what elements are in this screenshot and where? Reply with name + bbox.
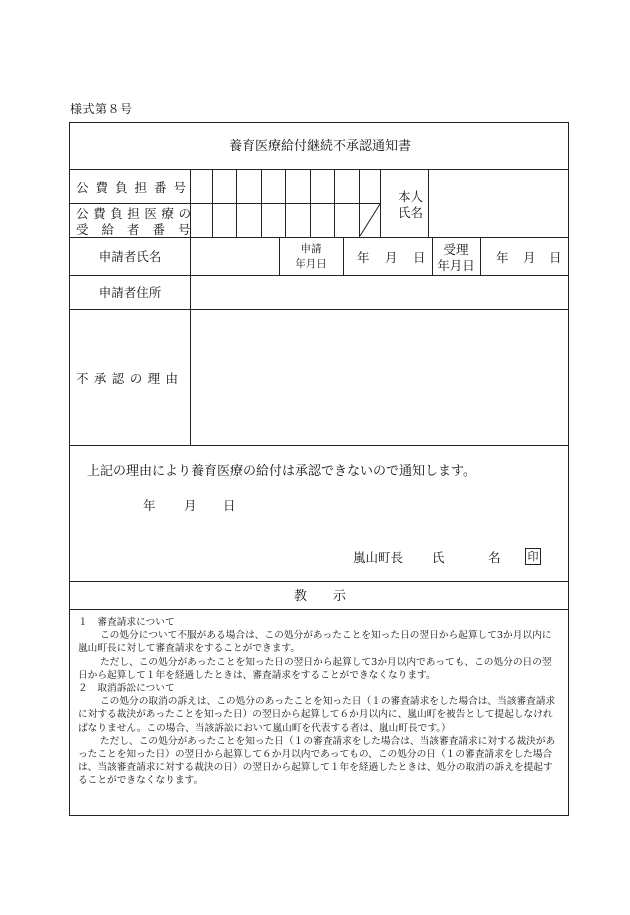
divider xyxy=(343,237,344,275)
instructions-body xyxy=(78,616,558,788)
notice-statement: 上記の理由により養育医療の給付は承認できないので通知します。 xyxy=(87,464,476,479)
applicant-name-label: 申請者氏名 xyxy=(98,249,162,264)
instructions-heading: 教 示 xyxy=(293,589,346,604)
divider xyxy=(70,581,568,582)
divider xyxy=(334,169,335,237)
section1-heading: １ 審査請求について xyxy=(78,617,175,628)
application-date-month: 月 xyxy=(385,250,398,265)
divider xyxy=(70,275,568,276)
recipient-number-label-line2: 受給者番号 xyxy=(76,222,204,237)
divider xyxy=(70,609,568,610)
person-name-label-line2: 氏名 xyxy=(398,205,424,220)
section2-heading: ２ 取消訴訟について xyxy=(78,683,175,695)
divider xyxy=(261,169,262,237)
recipient-number-label-line1: 公費負担医療の xyxy=(76,206,196,221)
section1-paragraph2: ただし、この処分があったことを知った日の翌日から起算して3か月以内であっても、この処分の日の翌日から起算して１年を経過したときは、審査請求をすることができなくなります。 xyxy=(78,656,552,681)
application-date-label-line1: 申請 xyxy=(300,243,322,255)
notice-date-year: 年 xyxy=(143,498,156,513)
mayor-name-label-1: 氏 xyxy=(432,550,445,565)
receipt-date-year: 年 xyxy=(496,250,509,265)
receipt-date-month: 月 xyxy=(523,250,536,265)
application-date-day: 日 xyxy=(413,250,426,265)
seal-mark: 印 xyxy=(525,548,541,565)
person-name-label-line1: 本人 xyxy=(398,189,424,204)
form-title: 養育医療給付継続不承認通知書 xyxy=(228,139,411,154)
divider xyxy=(70,237,568,238)
divider xyxy=(236,169,237,237)
divider xyxy=(480,237,481,275)
receipt-date-label-line1: 受理 xyxy=(443,242,469,257)
divider xyxy=(70,169,568,170)
receipt-date-label-line2: 年月日 xyxy=(437,258,475,273)
divider xyxy=(310,169,311,237)
notice-date-day: 日 xyxy=(223,498,236,513)
form-number: 様式第８号 xyxy=(70,102,133,116)
notice-form xyxy=(69,122,569,816)
section2-paragraph1: この処分の取消の訴えは、この処分のあったことを知った日（１の審査請求をした場合は、当該審査請求に対する裁決があったことを知った日）の翌日から起算して６か月以内に、嵐山町を被告として提起しなければなりません。この場合、当該訴訟において嵐山町を代表する者は、嵐山町長です。） xyxy=(78,696,556,734)
receipt-date-day: 日 xyxy=(549,250,562,265)
divider xyxy=(428,169,429,237)
application-date-label-line2: 年月日 xyxy=(295,258,327,270)
divider xyxy=(70,445,568,446)
mayor-title: 嵐山町長 xyxy=(353,550,404,565)
section1-paragraph1: この処分について不服がある場合は、この処分があったことを知った日の翌日から起算して3か月以内に嵐山町長に対して審査請求をすることができます。 xyxy=(78,630,552,655)
section2-paragraph2: ただし、この処分があったことを知った日（１の審査請求をした場合は、当該審査請求に対する裁決があったことを知った日）の翌日から起算して６か月以内であってもの、この処分の日（１の審査請求をした場合は、当該審査請求に対する裁決の日）の翌日から起算して１年を経過したときは、処分の取消の訴えを提起することができなくなります。 xyxy=(78,735,556,787)
reason-label: 不承認の理由 xyxy=(76,371,184,386)
notice-date-month: 月 xyxy=(184,498,197,513)
divider xyxy=(70,309,568,310)
divider xyxy=(285,169,286,237)
application-date-year: 年 xyxy=(357,250,370,265)
blank-cell-slash xyxy=(359,203,381,237)
applicant-address-label: 申請者住所 xyxy=(98,285,162,300)
divider xyxy=(212,169,213,237)
mayor-name-label-2: 名 xyxy=(488,550,501,565)
public-payer-number-label: 公費負担番号 xyxy=(76,180,194,195)
